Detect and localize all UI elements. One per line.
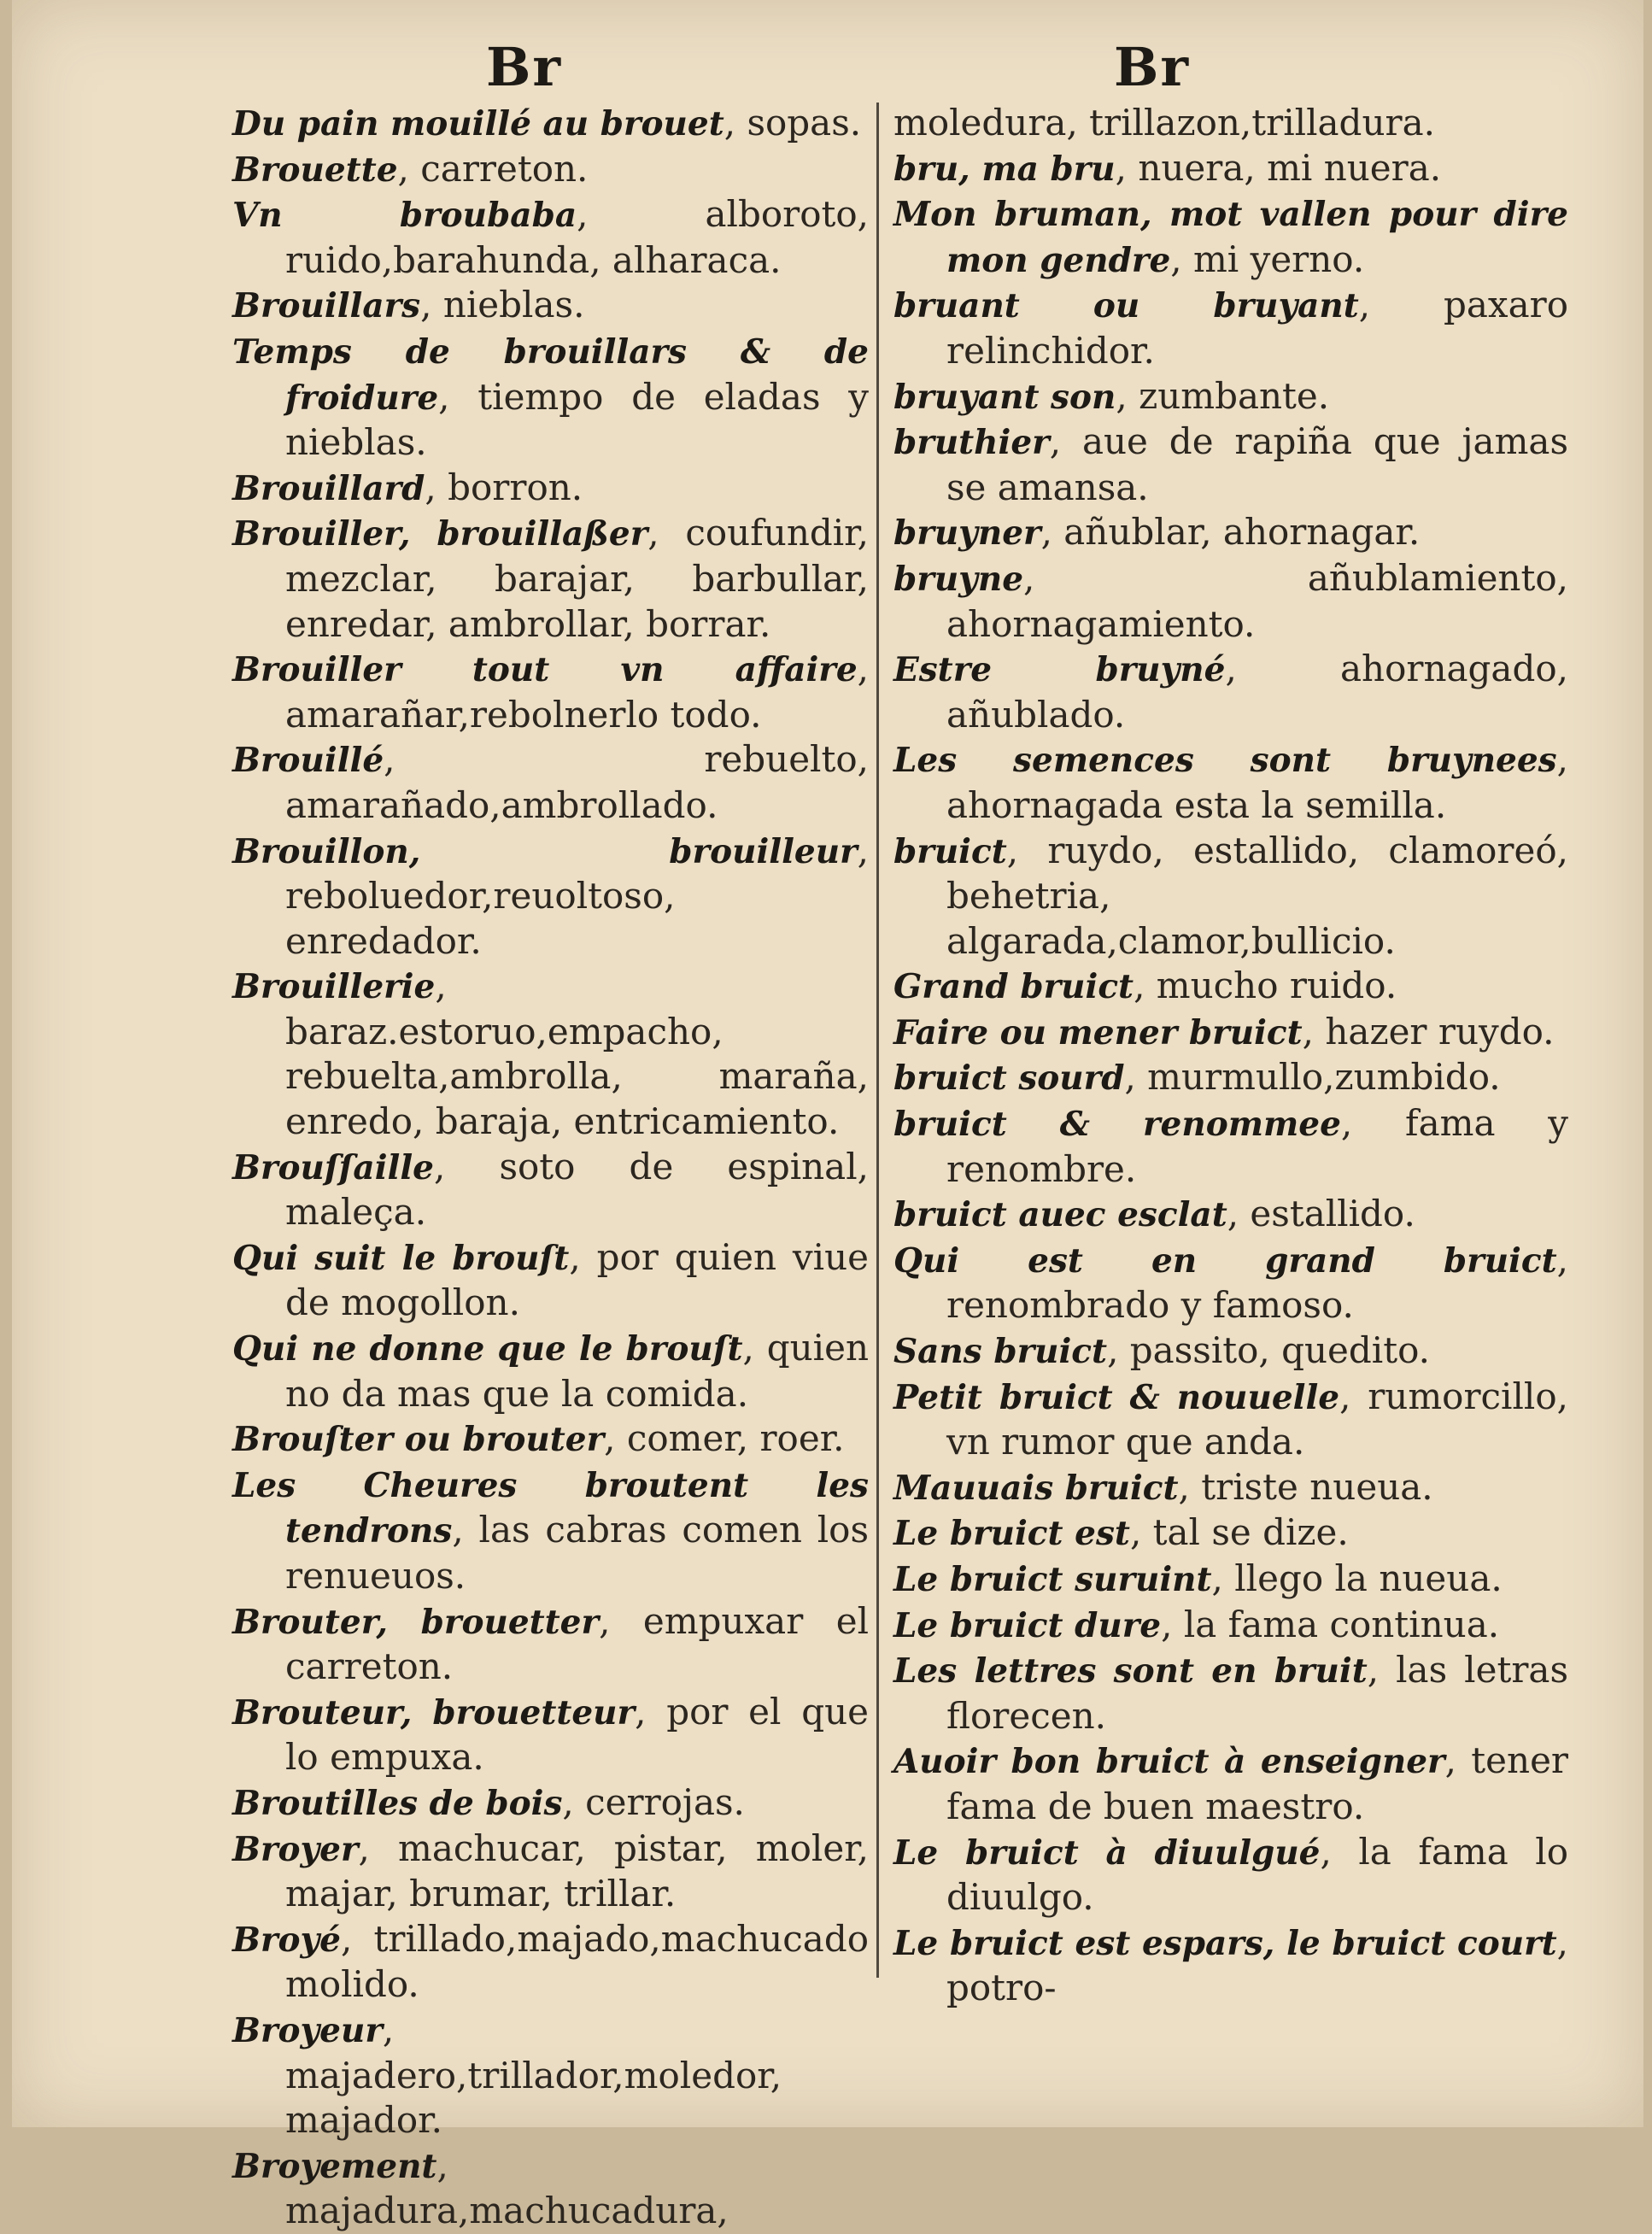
- entry-headword: Broyé: [232, 1920, 341, 1960]
- dictionary-entry: Qui suit le brouſt, por quien viue de mogollon.: [232, 1235, 869, 1324]
- entry-translation: hazer ruydo.: [1325, 1010, 1555, 1053]
- dictionary-entry: Qui ne donne que le brouſt, quien no da mas que la comida.: [232, 1327, 870, 1415]
- entry-headword: Le bruict suruint: [893, 1560, 1212, 1599]
- entry-translation: las letras florecen.: [946, 1649, 1569, 1737]
- dictionary-entry: bruyant son, zumbante.: [893, 374, 1330, 417]
- dictionary-entry: Brouillon, brouilleur, reboluedor,reuoltoso, enredador.: [232, 829, 869, 962]
- entry-translation: coufundir, mezclar, barajar, barbullar, enredar, ambrollar, borrar.: [285, 512, 869, 645]
- dictionary-entry: bruict auec esclat, estallido.: [893, 1193, 1415, 1235]
- entry-translation: añublamiento, ahornagamiento.: [946, 556, 1568, 645]
- dictionary-entry: bruyne, añublamiento, ahornagamiento.: [893, 556, 1568, 645]
- entry-translation: cerrojas.: [585, 1780, 745, 1823]
- entry-headword: bruict sourd: [893, 1058, 1125, 1099]
- entry-translation: tal se dize.: [1152, 1511, 1349, 1554]
- entry-headword: Brouſter ou brouter: [232, 1420, 605, 1460]
- entry-headword: Brouillerie: [232, 967, 436, 1007]
- entry-translation: moledura, trillazon,trilladura.: [893, 102, 1435, 144]
- entry-headword: Brouillon, brouilleur: [232, 831, 858, 871]
- dictionary-entry: bruict, ruydo, estallido, clamoreó, behetria, algarada,clamor,bullicio.: [893, 829, 1569, 962]
- entry-translation: triste nueua.: [1201, 1465, 1433, 1508]
- entry-headword: Brouette: [232, 150, 398, 190]
- dictionary-entry: Les Cheures broutent les tendrons, las cabras comen los renueuos.: [232, 1465, 870, 1597]
- entry-headword: Faire ou mener bruict: [893, 1012, 1303, 1053]
- entry-headword: Brouteur, brouetteur: [232, 1692, 636, 1733]
- entry-headword: bruict: [893, 831, 1007, 871]
- entry-translation: fama y renombre.: [946, 1102, 1568, 1190]
- dictionary-entry: Broyer, machucar, pistar, moler, majar, brumar, trillar.: [232, 1826, 870, 1915]
- dictionary-entry: Le bruict est, tal se dize.: [893, 1511, 1349, 1554]
- entry-headword: Brouillard: [232, 468, 425, 508]
- entry-headword: Mon bruman, mot vallen pour dire mon gendre: [893, 195, 1568, 280]
- entry-headword: Le bruict est espars, le bruict court: [893, 1923, 1557, 1963]
- entry-translation: majadero,trillador,moledor, majador.: [285, 2054, 782, 2142]
- dictionary-entry: Le bruict à diuulgué, la fama lo diuulgo.: [893, 1830, 1569, 1919]
- entry-translation: zumbante.: [1139, 374, 1330, 417]
- entry-translation: majadura,machucadura,: [285, 2190, 729, 2232]
- entry-translation: mi yerno.: [1192, 237, 1365, 280]
- dictionary-entry: Brouter, brouetter, empuxar el carreton.: [232, 1599, 870, 1688]
- entry-headword: Le bruict est: [893, 1514, 1130, 1554]
- dictionary-entry: Le bruict suruint, llego la nueua.: [893, 1557, 1503, 1599]
- entry-headword: Sans bruict: [893, 1332, 1108, 1372]
- entry-translation: murmullo,zumbido.: [1147, 1056, 1501, 1099]
- dictionary-entry: bruyner, añublar, ahornagar.: [893, 511, 1421, 554]
- entry-headword: Les lettres sont en bruit: [893, 1651, 1368, 1692]
- dictionary-entry: Auoir bon bruict à enseigner, tener fama de buen maestro.: [893, 1739, 1569, 1827]
- entry-headword: Le bruict à diuulgué: [893, 1832, 1321, 1873]
- dictionary-entry: Brouillé, rebuelto, amarañado,ambrollado.: [232, 738, 869, 826]
- entry-translation: comer, roer.: [626, 1417, 845, 1460]
- entry-translation: por quien viue de mogollon.: [285, 1235, 869, 1324]
- entry-headword: Brouiller tout vn affaire: [232, 650, 858, 690]
- entry-translation: renombrado y famoso.: [946, 1284, 1354, 1327]
- dictionary-entry: Faire ou mener bruict, hazer ruydo.: [893, 1010, 1555, 1053]
- entry-headword: Qui ne donne que le brouſt: [232, 1329, 743, 1369]
- entry-translation: las cabras comen los renueuos.: [285, 1509, 870, 1597]
- entry-translation: baraz.estoruo,empacho, rebuelta,ambrolla, maraña, enredo, baraja, entricamiento.: [285, 1010, 869, 1143]
- dictionary-entry: Brouillerie, baraz.estoruo,empacho, rebuelta,ambrolla, maraña, enredo, baraja, entricamiento.: [232, 965, 869, 1143]
- dictionary-entry: Broyement, majadura,machucadura,: [232, 2143, 729, 2232]
- entry-headword: bruict auec esclat: [893, 1195, 1227, 1235]
- entry-headword: bruict & renommee: [893, 1105, 1341, 1145]
- entry-headword: Brouillé: [232, 741, 384, 781]
- dictionary-entry: Le bruict est espars, le bruict court, potro-: [893, 1920, 1568, 2009]
- running-head-right: Br: [1114, 36, 1191, 98]
- entry-headword: Brouiller, brouillaßer: [232, 514, 648, 554]
- dictionary-entry: Brouteur, brouetteur, por el que lo empuxa.: [232, 1690, 870, 1779]
- right-column: [893, 101, 1568, 2011]
- entry-headword: bruyne: [893, 559, 1024, 599]
- dictionary-entry: Qui est en grand bruict, renombrado y famoso.: [893, 1238, 1568, 1327]
- dictionary-entry: Estre bruyné, ahornagado, añublado.: [893, 648, 1568, 736]
- dictionary-entry: [893, 101, 1568, 146]
- entry-headword: Broyer: [232, 1829, 359, 1869]
- dictionary-entry: Grand bruict, mucho ruido.: [893, 965, 1397, 1007]
- entry-headword: Broyement: [232, 2146, 437, 2186]
- left-column: [232, 101, 869, 2234]
- entry-headword: bru, ma bru: [893, 149, 1116, 189]
- dictionary-entry: bruict & renommee, fama y renombre.: [893, 1102, 1568, 1190]
- dictionary-entry: Brouillard, borron.: [232, 466, 583, 508]
- entry-translation: machucar, pistar, moler, majar, brumar, trillar.: [285, 1826, 870, 1915]
- entry-translation: añublar, ahornagar.: [1063, 511, 1421, 554]
- dictionary-entry: Vn broubaba, alboroto, ruido,barahunda, alharaca.: [232, 193, 869, 281]
- entry-translation: paxaro relinchidor.: [946, 284, 1569, 372]
- entry-headword: Broutilles de bois: [232, 1783, 563, 1823]
- dictionary-entry: Le bruict dure, la fama continua.: [893, 1603, 1500, 1645]
- entry-translation: la fama continua.: [1183, 1603, 1500, 1645]
- dictionary-entry: Brouiller, brouillaßer, coufundir, mezclar, barajar, barbullar, enredar, ambrollar, borrar.: [232, 512, 869, 645]
- entry-headword: Du pain mouillé au brouet: [232, 104, 724, 144]
- entry-headword: Les Cheures broutent les tendrons: [232, 1465, 869, 1551]
- dictionary-page: [12, 0, 1643, 2232]
- entry-translation: aue de rapiña que jamas se amansa.: [946, 420, 1569, 508]
- entry-translation: ahornagada esta la semilla.: [946, 783, 1447, 826]
- entry-translation: nieblas.: [442, 284, 585, 326]
- running-head-left: Br: [486, 36, 563, 98]
- entry-translation: carreton.: [420, 147, 589, 190]
- entry-translation: soto de espinal, maleça.: [285, 1145, 870, 1234]
- entry-translation: borron.: [448, 466, 583, 508]
- entry-translation: empuxar el carreton.: [285, 1599, 870, 1688]
- entry-translation: la fama lo diuulgo.: [946, 1830, 1569, 1919]
- entry-translation: trillado,majado,machucado molido.: [285, 1917, 869, 2006]
- dictionary-entry: Les semences sont bruynees, ahornagada esta la semilla.: [893, 738, 1568, 826]
- dictionary-entry: Brouillars, nieblas.: [232, 284, 585, 326]
- entry-headword: bruant ou bruyant: [893, 286, 1359, 326]
- dictionary-entry: Mon bruman, mot vallen pour dire mon gendre, mi yerno.: [893, 195, 1568, 280]
- entry-headword: bruyant son: [893, 377, 1116, 417]
- dictionary-entry: Temps de brouillars & de froidure, tiempo de eladas y nieblas.: [232, 331, 869, 464]
- entry-translation: ahornagado, añublado.: [946, 648, 1568, 736]
- entry-translation: reboluedor,reuoltoso, enredador.: [285, 875, 676, 962]
- entry-headword: Le bruict dure: [893, 1605, 1162, 1645]
- dictionary-entry: Brouette, carreton.: [232, 147, 589, 190]
- dictionary-entry: Les lettres sont en bruit, las letras florecen.: [893, 1649, 1569, 1737]
- entry-headword: Les semences sont bruynees: [893, 741, 1557, 781]
- entry-translation: amarañar,rebolnerlo todo.: [285, 693, 762, 736]
- entry-translation: rumorcillo, vn rumor que anda.: [946, 1375, 1568, 1463]
- entry-translation: quien no da mas que la comida.: [285, 1327, 870, 1415]
- entry-translation: tener fama de buen maestro.: [946, 1739, 1569, 1827]
- dictionary-entry: Du pain mouillé au brouet, sopas.: [232, 102, 862, 144]
- dictionary-entry: Petit bruict & nouuelle, rumorcillo, vn rumor que anda.: [893, 1375, 1568, 1463]
- entry-translation: passito, quedito.: [1129, 1329, 1430, 1372]
- entry-headword: bruthier: [893, 423, 1050, 463]
- dictionary-entry: Brouſſaille, soto de espinal, maleça.: [232, 1145, 870, 1234]
- entry-headword: Temps de brouillars & de froidure: [232, 331, 869, 418]
- entry-headword: Estre bruyné: [893, 650, 1226, 690]
- entry-translation: nuera, mi nuera.: [1138, 146, 1442, 189]
- entry-headword: bruyner: [893, 513, 1041, 554]
- entry-headword: Vn broubaba: [232, 196, 577, 236]
- dictionary-entry: Brouiller tout vn affaire, amarañar,rebolnerlo todo.: [232, 648, 869, 736]
- entry-translation: ruydo, estallido, clamoreó, behetria, algarada,clamor,bullicio.: [946, 829, 1569, 962]
- dictionary-entry: Broutilles de bois, cerrojas.: [232, 1780, 745, 1823]
- entry-translation: sopas.: [747, 102, 862, 144]
- entry-translation: por el que lo empuxa.: [285, 1690, 870, 1779]
- entry-translation: rebuelto, amarañado,ambrollado.: [285, 738, 869, 826]
- entry-headword: Auoir bon bruict à enseigner: [893, 1742, 1445, 1782]
- dictionary-entry: bru, ma bru, nuera, mi nuera.: [893, 146, 1442, 189]
- entry-headword: Broyeur: [232, 2010, 383, 2050]
- dictionary-entry: bruict sourd, murmullo,zumbido.: [893, 1056, 1501, 1099]
- entry-headword: Brouter, brouetter: [232, 1602, 600, 1642]
- entry-headword: Grand bruict: [893, 967, 1134, 1007]
- entry-translation: alboroto, ruido,barahunda, alharaca.: [285, 193, 869, 281]
- entry-translation: potro-: [946, 1967, 1057, 2009]
- entry-translation: llego la nueua.: [1234, 1557, 1503, 1599]
- dictionary-entry: bruthier, aue de rapiña que jamas se amansa.: [893, 420, 1569, 508]
- dictionary-entry: bruant ou bruyant, paxaro relinchidor.: [893, 284, 1569, 372]
- entry-headword: Mauuais bruict: [893, 1468, 1179, 1508]
- entry-translation: estallido.: [1250, 1193, 1415, 1235]
- dictionary-entry: Broyé, trillado,majado,machucado molido.: [232, 1917, 869, 2006]
- column-divider: [876, 103, 879, 1978]
- entry-headword: Qui est en grand bruict: [893, 1240, 1557, 1281]
- dictionary-entry: Sans bruict, passito, quedito.: [893, 1329, 1430, 1372]
- entry-translation: mucho ruido.: [1156, 965, 1397, 1007]
- dictionary-entry: Broyeur, majadero,trillador,moledor, majador.: [232, 2008, 782, 2142]
- entry-translation: tiempo de eladas y nieblas.: [285, 375, 869, 464]
- dictionary-entry: Brouſter ou brouter, comer, roer.: [232, 1417, 845, 1460]
- entry-headword: Brouſſaille: [232, 1147, 434, 1187]
- entry-headword: Brouillars: [232, 286, 421, 326]
- entry-headword: Petit bruict & nouuelle: [893, 1377, 1340, 1417]
- entry-headword: Qui suit le brouſt: [232, 1238, 570, 1278]
- dictionary-entry: Mauuais bruict, triste nueua.: [893, 1465, 1433, 1508]
